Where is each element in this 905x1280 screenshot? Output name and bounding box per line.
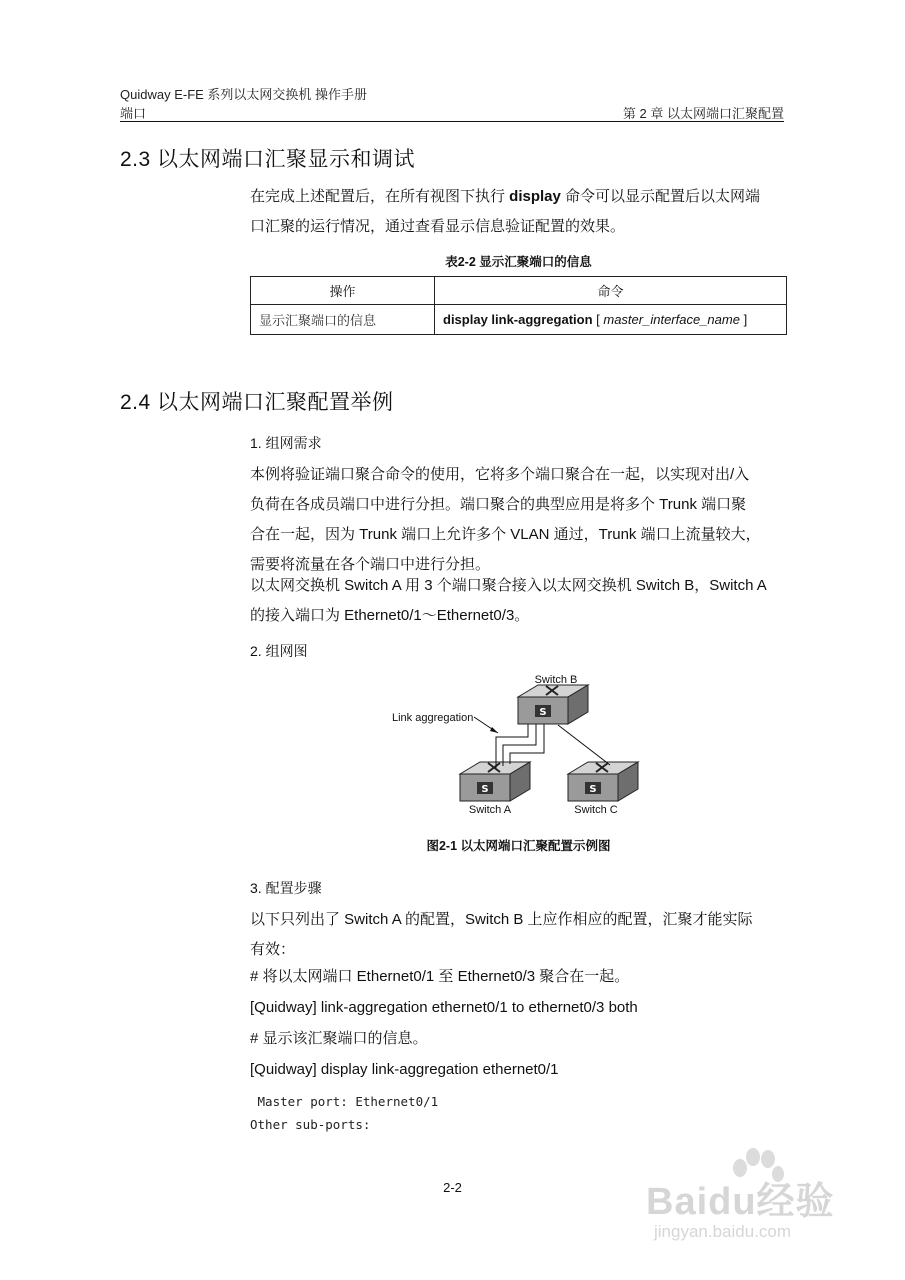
- table-header-cell: 操作: [251, 277, 435, 305]
- chapter-title: 第 2 章 以太网端口汇聚配置: [622, 106, 784, 121]
- subheading-requirements: 1. 组网需求: [250, 435, 322, 451]
- step2-comment: # 显示该汇聚端口的信息。: [250, 1030, 428, 1047]
- subheading-steps: 3. 配置步骤: [250, 880, 322, 896]
- figure-caption: 图2-1 以太网端口汇聚配置示例图: [426, 839, 611, 853]
- doc-title: Quidway E-FE 系列以太网交换机 操作手册: [120, 87, 368, 102]
- switch-a-label: Switch A: [468, 804, 512, 816]
- table-header-row: [251, 277, 787, 305]
- section-2-3-heading: 2.3 以太网端口汇聚显示和调试: [120, 148, 416, 171]
- paragraph-line: 在完成上述配置后，在所有视图下执行 display 命令可以显示配置后以太网端: [250, 188, 761, 205]
- table-header-cell: 命令: [435, 277, 787, 305]
- command-table: [250, 276, 787, 335]
- step2-command: [Quidway] display link-aggregation ethernet0/1: [250, 1061, 559, 1078]
- page-number: 2-2: [443, 1180, 462, 1195]
- paragraph-line: 需要将流量在各个端口中进行分担。: [250, 556, 491, 573]
- link-b-c: [558, 725, 610, 765]
- paragraph-line: 以太网交换机 Switch A 用 3 个端口聚合接入以太网交换机 Switch B，Switch A: [250, 577, 767, 594]
- paragraph-line: 本例将验证端口聚合命令的使用，它将多个端口聚合在一起，以实现对出/入: [250, 466, 750, 483]
- aggregated-links: [496, 724, 544, 768]
- switch-a-letter: S: [481, 784, 489, 795]
- requirements-paragraph: [250, 460, 795, 580]
- network-diagram: [380, 665, 650, 825]
- switch-c-label: Switch C: [574, 804, 618, 816]
- switch-b-letter: S: [539, 707, 547, 718]
- section-2-3-paragraph: [250, 182, 790, 242]
- switch-b-label: Switch B: [534, 674, 578, 686]
- paragraph-line: 以下只列出了 Switch A 的配置，Switch B 上应作相应的配置，汇聚才能实际: [250, 911, 753, 928]
- section-name: 端口: [120, 106, 147, 121]
- switch-a-icon: [460, 762, 530, 801]
- steps-paragraph: [250, 905, 795, 965]
- switch-c-icon: [568, 762, 638, 801]
- table-cell-command: display link-aggregation [ master_interface_name ]: [435, 305, 787, 335]
- paragraph-line: 负荷在各成员端口中进行分担。端口聚合的典型应用是将多个 Trunk 端口聚: [250, 496, 747, 513]
- watermark-brand: Baidu经验: [646, 1181, 835, 1223]
- topology-paragraph: [250, 571, 795, 631]
- table-row: [251, 305, 787, 335]
- section-2-4-heading: 2.4 以太网端口汇聚配置举例: [120, 391, 394, 414]
- paragraph-line: 的接入端口为 Ethernet0/1～Ethernet0/3。: [250, 607, 530, 624]
- paragraph-line: 有效：: [250, 941, 296, 958]
- step1-comment: # 将以太网端口 Ethernet0/1 至 Ethernet0/3 聚合在一起。: [250, 968, 630, 985]
- subheading-diagram: 2. 组网图: [250, 643, 308, 659]
- paragraph-line: 口汇聚的运行情况，通过查看显示信息验证配置的效果。: [250, 218, 626, 235]
- output-line: Other sub-ports:: [250, 1117, 371, 1132]
- link-aggregation-label: Link aggregation: [392, 712, 474, 724]
- table-cell-operation: 显示汇聚端口的信息: [251, 305, 435, 335]
- output-line: Master port: Ethernet0/1: [250, 1094, 439, 1109]
- header-rule: [120, 121, 784, 122]
- paragraph-line: 合在一起，因为 Trunk 端口上允许多个 VLAN 通过，Trunk 端口上流量较大，: [250, 526, 761, 543]
- table-caption: 表2-2 显示汇聚端口的信息: [445, 255, 592, 269]
- switch-c-letter: S: [589, 784, 597, 795]
- watermark-url: jingyan.baidu.com: [654, 1222, 792, 1241]
- switch-b-icon: [518, 685, 588, 724]
- step1-command: [Quidway] link-aggregation ethernet0/1 to ethernet0/3 both: [250, 999, 638, 1016]
